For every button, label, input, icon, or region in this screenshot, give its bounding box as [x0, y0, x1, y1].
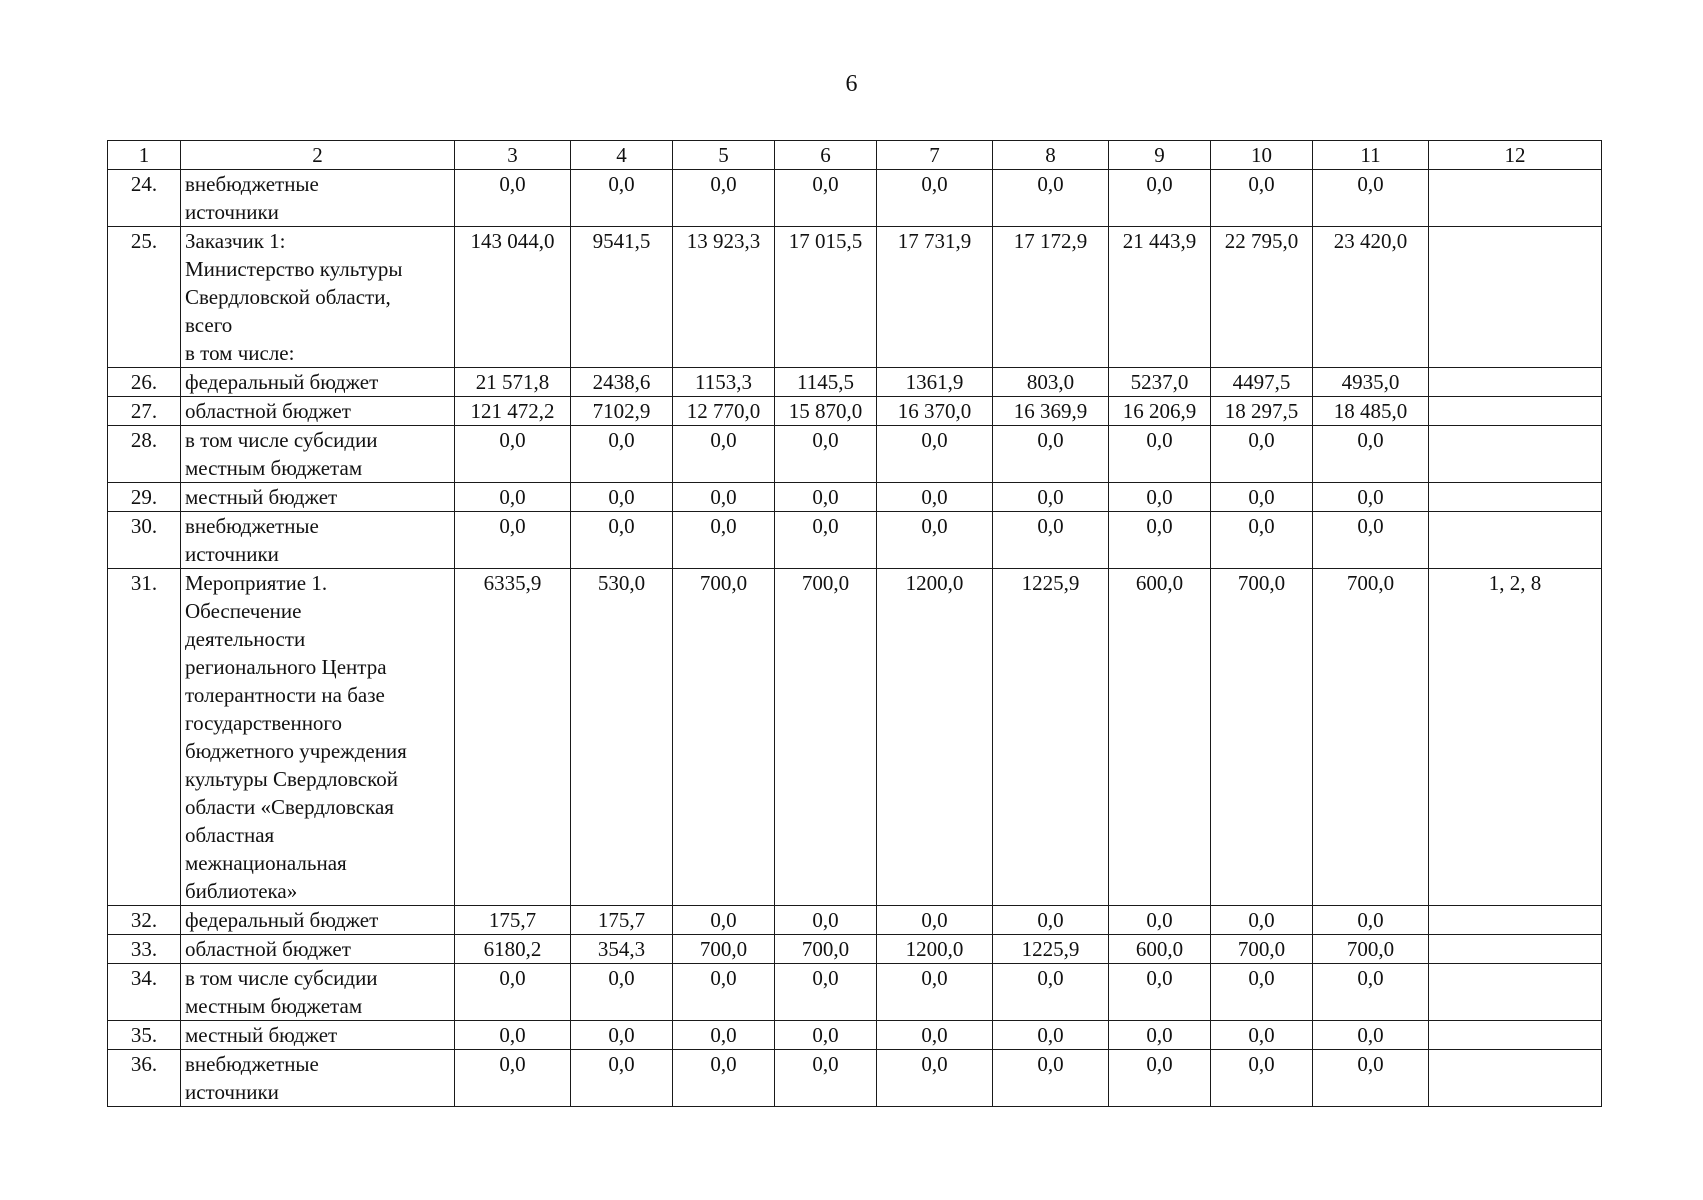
value-cell: 9541,5 [571, 227, 673, 368]
value-cell: 0,0 [673, 964, 775, 1021]
note-cell [1429, 368, 1602, 397]
row-name: областной бюджет [181, 397, 455, 426]
row-name: внебюджетные источники [181, 512, 455, 569]
row-number: 32. [108, 906, 181, 935]
header-cell: 5 [673, 141, 775, 170]
value-cell: 13 923,3 [673, 227, 775, 368]
value-cell: 0,0 [993, 1050, 1109, 1107]
value-cell: 2438,6 [571, 368, 673, 397]
table-row [108, 483, 1602, 512]
value-cell: 1225,9 [993, 569, 1109, 906]
value-cell: 0,0 [877, 512, 993, 569]
value-cell: 0,0 [775, 483, 877, 512]
value-cell: 0,0 [1313, 1021, 1429, 1050]
value-cell: 18 485,0 [1313, 397, 1429, 426]
table-row [108, 512, 1602, 569]
value-cell: 0,0 [673, 170, 775, 227]
value-cell: 0,0 [993, 170, 1109, 227]
value-cell: 1145,5 [775, 368, 877, 397]
value-cell: 17 731,9 [877, 227, 993, 368]
header-cell: 7 [877, 141, 993, 170]
row-number: 27. [108, 397, 181, 426]
value-cell: 0,0 [571, 483, 673, 512]
value-cell: 0,0 [1109, 512, 1211, 569]
value-cell: 0,0 [1109, 964, 1211, 1021]
row-number: 24. [108, 170, 181, 227]
value-cell: 1153,3 [673, 368, 775, 397]
value-cell: 0,0 [775, 964, 877, 1021]
value-cell: 700,0 [1211, 569, 1313, 906]
value-cell: 0,0 [1211, 426, 1313, 483]
value-cell: 17 172,9 [993, 227, 1109, 368]
value-cell: 5237,0 [1109, 368, 1211, 397]
table-header [108, 141, 1602, 170]
row-name: Мероприятие 1. Обеспечение деятельности регионального Центра толерантности на базе государственного бюджетного учреждения культуры Свердловской области «Свердловская областная межнациональная библиотека» [181, 569, 455, 906]
value-cell: 1200,0 [877, 935, 993, 964]
value-cell: 0,0 [1109, 483, 1211, 512]
header-cell: 2 [181, 141, 455, 170]
value-cell: 0,0 [673, 1050, 775, 1107]
row-number: 30. [108, 512, 181, 569]
value-cell: 0,0 [455, 1050, 571, 1107]
note-cell [1429, 483, 1602, 512]
header-cell: 8 [993, 141, 1109, 170]
value-cell: 0,0 [571, 1021, 673, 1050]
value-cell: 0,0 [1109, 1021, 1211, 1050]
value-cell: 0,0 [1109, 906, 1211, 935]
value-cell: 0,0 [1313, 426, 1429, 483]
table-row [108, 906, 1602, 935]
value-cell: 4497,5 [1211, 368, 1313, 397]
value-cell: 0,0 [673, 483, 775, 512]
value-cell: 16 206,9 [1109, 397, 1211, 426]
value-cell: 21 571,8 [455, 368, 571, 397]
header-cell: 6 [775, 141, 877, 170]
value-cell: 0,0 [1211, 964, 1313, 1021]
header-cell: 10 [1211, 141, 1313, 170]
value-cell: 354,3 [571, 935, 673, 964]
value-cell: 0,0 [455, 512, 571, 569]
row-number: 35. [108, 1021, 181, 1050]
value-cell: 0,0 [455, 170, 571, 227]
value-cell: 0,0 [571, 170, 673, 227]
header-cell: 3 [455, 141, 571, 170]
value-cell: 12 770,0 [673, 397, 775, 426]
header-row [108, 141, 1602, 170]
value-cell: 0,0 [455, 1021, 571, 1050]
value-cell: 0,0 [455, 964, 571, 1021]
row-name: внебюджетные источники [181, 1050, 455, 1107]
page-number: 6 [845, 71, 858, 97]
value-cell: 0,0 [775, 170, 877, 227]
value-cell: 18 297,5 [1211, 397, 1313, 426]
table-row [108, 569, 1602, 906]
value-cell: 175,7 [455, 906, 571, 935]
value-cell: 0,0 [1211, 906, 1313, 935]
row-number: 36. [108, 1050, 181, 1107]
value-cell: 0,0 [1313, 512, 1429, 569]
value-cell: 0,0 [1211, 512, 1313, 569]
value-cell: 7102,9 [571, 397, 673, 426]
value-cell: 23 420,0 [1313, 227, 1429, 368]
value-cell: 803,0 [993, 368, 1109, 397]
value-cell: 0,0 [455, 426, 571, 483]
value-cell: 0,0 [1313, 906, 1429, 935]
value-cell: 0,0 [1313, 483, 1429, 512]
value-cell: 0,0 [455, 483, 571, 512]
value-cell: 0,0 [877, 170, 993, 227]
value-cell: 0,0 [673, 1021, 775, 1050]
value-cell: 0,0 [775, 1021, 877, 1050]
value-cell: 0,0 [877, 1021, 993, 1050]
header-cell: 4 [571, 141, 673, 170]
value-cell: 0,0 [993, 1021, 1109, 1050]
value-cell: 0,0 [775, 906, 877, 935]
note-cell [1429, 512, 1602, 569]
value-cell: 0,0 [1313, 1050, 1429, 1107]
note-cell [1429, 906, 1602, 935]
table-row [108, 935, 1602, 964]
row-number: 26. [108, 368, 181, 397]
value-cell: 0,0 [877, 1050, 993, 1107]
value-cell: 0,0 [571, 426, 673, 483]
note-cell [1429, 964, 1602, 1021]
value-cell: 0,0 [775, 426, 877, 483]
value-cell: 17 015,5 [775, 227, 877, 368]
value-cell: 1225,9 [993, 935, 1109, 964]
value-cell: 530,0 [571, 569, 673, 906]
row-name: федеральный бюджет [181, 368, 455, 397]
value-cell: 0,0 [1109, 426, 1211, 483]
row-name: областной бюджет [181, 935, 455, 964]
value-cell: 0,0 [775, 512, 877, 569]
header-cell: 1 [108, 141, 181, 170]
value-cell: 0,0 [877, 426, 993, 483]
table-row [108, 170, 1602, 227]
row-name: в том числе субсидии местным бюджетам [181, 426, 455, 483]
row-name: местный бюджет [181, 1021, 455, 1050]
value-cell: 0,0 [1313, 170, 1429, 227]
row-name: внебюджетные источники [181, 170, 455, 227]
value-cell: 700,0 [1211, 935, 1313, 964]
value-cell: 0,0 [877, 964, 993, 1021]
table-row [108, 1021, 1602, 1050]
row-number: 33. [108, 935, 181, 964]
value-cell: 1361,9 [877, 368, 993, 397]
budget-table [107, 140, 1602, 1107]
table-body [108, 170, 1602, 1107]
value-cell: 700,0 [673, 569, 775, 906]
value-cell: 600,0 [1109, 935, 1211, 964]
table-row [108, 964, 1602, 1021]
value-cell: 0,0 [673, 426, 775, 483]
value-cell: 700,0 [775, 569, 877, 906]
note-cell [1429, 935, 1602, 964]
note-cell [1429, 1021, 1602, 1050]
row-number: 28. [108, 426, 181, 483]
value-cell: 0,0 [877, 906, 993, 935]
note-cell [1429, 170, 1602, 227]
value-cell: 0,0 [1109, 170, 1211, 227]
row-number: 25. [108, 227, 181, 368]
value-cell: 0,0 [1211, 1021, 1313, 1050]
value-cell: 0,0 [993, 512, 1109, 569]
table-row [108, 368, 1602, 397]
value-cell: 700,0 [775, 935, 877, 964]
row-name: местный бюджет [181, 483, 455, 512]
value-cell: 0,0 [673, 512, 775, 569]
value-cell: 15 870,0 [775, 397, 877, 426]
value-cell: 0,0 [877, 483, 993, 512]
table-row [108, 397, 1602, 426]
value-cell: 0,0 [571, 1050, 673, 1107]
value-cell: 16 370,0 [877, 397, 993, 426]
value-cell: 0,0 [993, 426, 1109, 483]
value-cell: 143 044,0 [455, 227, 571, 368]
note-cell [1429, 426, 1602, 483]
value-cell: 0,0 [993, 906, 1109, 935]
value-cell: 0,0 [775, 1050, 877, 1107]
table-row [108, 426, 1602, 483]
value-cell: 121 472,2 [455, 397, 571, 426]
value-cell: 0,0 [1313, 964, 1429, 1021]
note-cell [1429, 397, 1602, 426]
value-cell: 6180,2 [455, 935, 571, 964]
row-number: 29. [108, 483, 181, 512]
header-cell: 9 [1109, 141, 1211, 170]
value-cell: 4935,0 [1313, 368, 1429, 397]
value-cell: 0,0 [993, 964, 1109, 1021]
value-cell: 700,0 [1313, 935, 1429, 964]
row-number: 34. [108, 964, 181, 1021]
value-cell: 0,0 [1211, 170, 1313, 227]
value-cell: 700,0 [1313, 569, 1429, 906]
value-cell: 22 795,0 [1211, 227, 1313, 368]
value-cell: 0,0 [571, 512, 673, 569]
value-cell: 0,0 [1109, 1050, 1211, 1107]
value-cell: 600,0 [1109, 569, 1211, 906]
row-name: в том числе субсидии местным бюджетам [181, 964, 455, 1021]
value-cell: 0,0 [993, 483, 1109, 512]
value-cell: 6335,9 [455, 569, 571, 906]
header-cell: 12 [1429, 141, 1602, 170]
note-cell: 1, 2, 8 [1429, 569, 1602, 906]
header-cell: 11 [1313, 141, 1429, 170]
value-cell: 21 443,9 [1109, 227, 1211, 368]
row-name: федеральный бюджет [181, 906, 455, 935]
note-cell [1429, 227, 1602, 368]
value-cell: 1200,0 [877, 569, 993, 906]
row-number: 31. [108, 569, 181, 906]
value-cell: 0,0 [1211, 1050, 1313, 1107]
note-cell [1429, 1050, 1602, 1107]
row-name: Заказчик 1: Министерство культуры Свердловской области, всего в том числе: [181, 227, 455, 368]
value-cell: 0,0 [673, 906, 775, 935]
value-cell: 0,0 [571, 964, 673, 1021]
value-cell: 700,0 [673, 935, 775, 964]
value-cell: 175,7 [571, 906, 673, 935]
table-row [108, 1050, 1602, 1107]
table-row [108, 227, 1602, 368]
value-cell: 16 369,9 [993, 397, 1109, 426]
value-cell: 0,0 [1211, 483, 1313, 512]
